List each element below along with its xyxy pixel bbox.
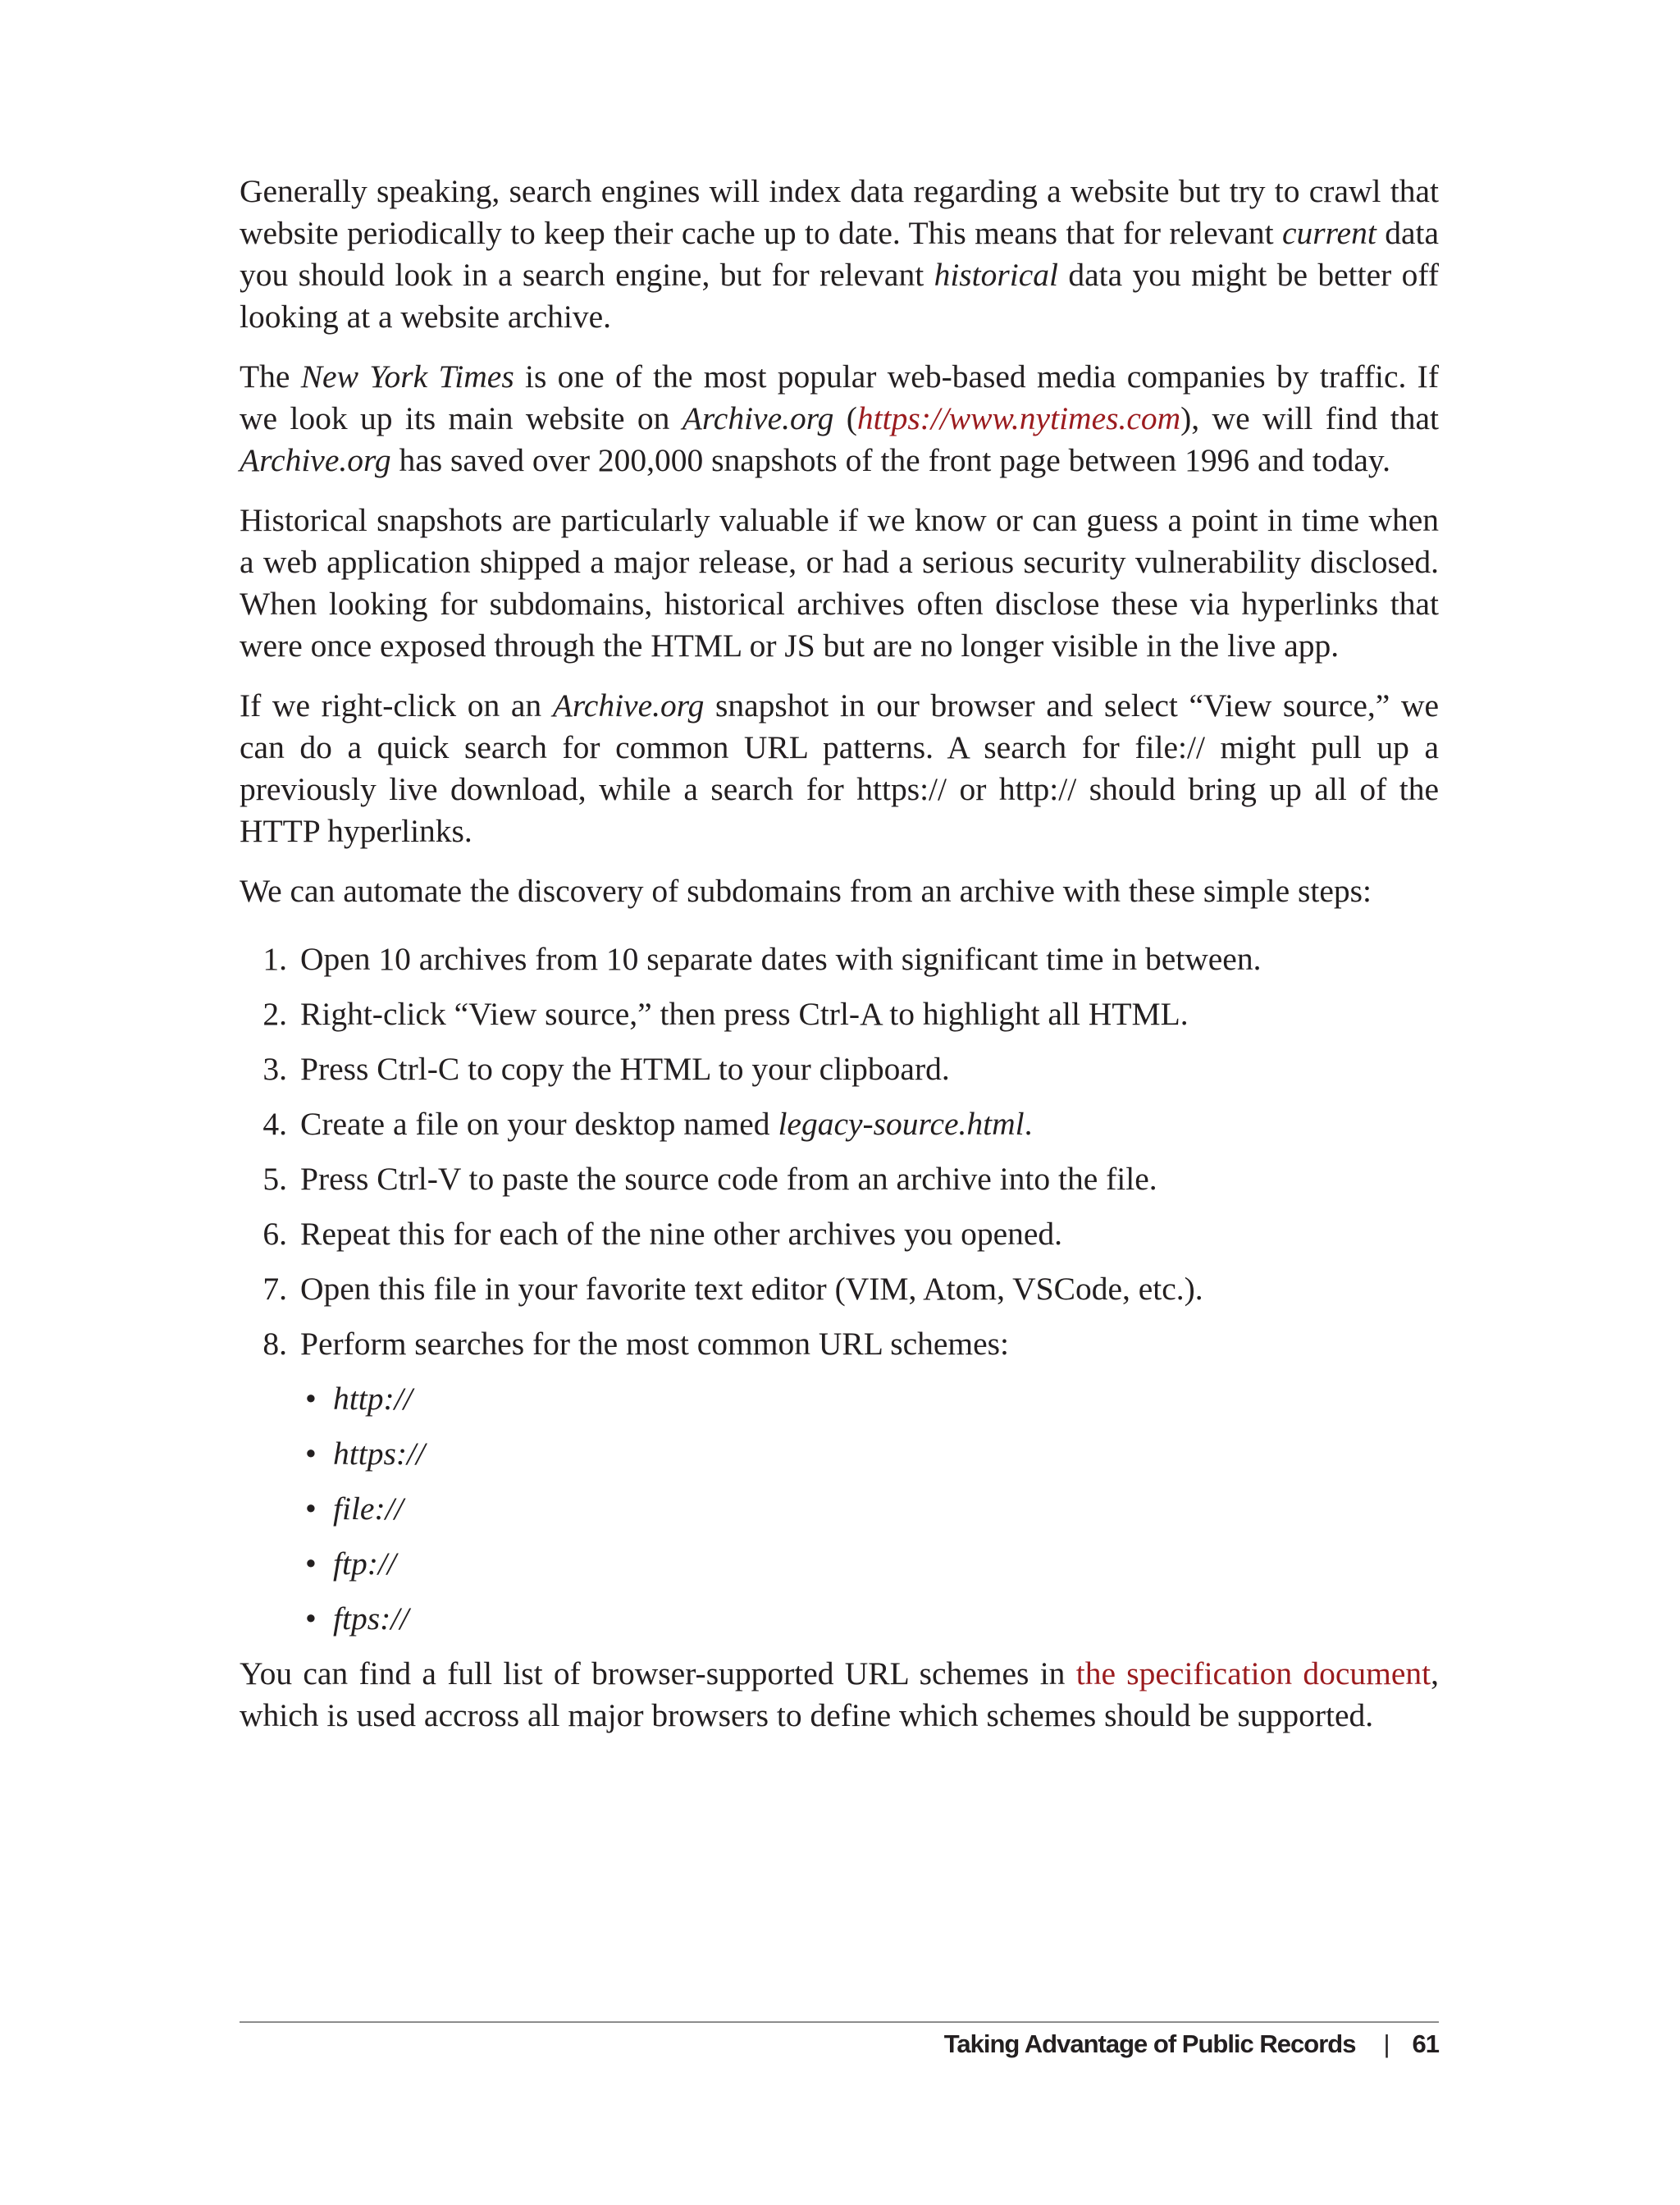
emphasis-filename: legacy-source.html	[778, 1106, 1025, 1142]
step-text: Press Ctrl-V to paste the source code from an archive into the file.	[300, 1161, 1157, 1197]
bullet-icon: •	[305, 1545, 317, 1582]
step-number: 2.	[262, 996, 287, 1032]
page-number: 61	[1412, 2029, 1439, 2058]
list-item	[240, 1048, 1439, 1090]
text: (	[833, 400, 857, 436]
scheme-list	[300, 1378, 1439, 1640]
paragraph-automate-intro: We can automate the discovery of subdomains from an archive with these simple steps:	[240, 873, 1372, 909]
scheme-item	[300, 1378, 1439, 1420]
step-number: 3.	[262, 1051, 287, 1087]
text: You can find a full list of browser-supported URL schemes in	[240, 1655, 1076, 1691]
text: ), we will find that	[1180, 400, 1439, 436]
scheme-text: ftps://	[333, 1600, 409, 1637]
step-number: 1.	[262, 941, 287, 977]
bullet-icon: •	[305, 1381, 317, 1417]
step-text: Create a file on your desktop named	[300, 1106, 778, 1142]
list-item	[240, 1103, 1439, 1145]
nytimes-link[interactable]: https://www.nytimes.com	[856, 400, 1181, 436]
running-chapter-title: Taking Advantage of Public Records	[943, 2029, 1356, 2058]
text: Generally speaking, search engines will index data regarding a website but try to crawl that website periodically to keep their cache up to date. This means that for relevant	[240, 173, 1439, 251]
scheme-text: https://	[333, 1436, 425, 1472]
steps-list	[240, 938, 1439, 1640]
list-item	[240, 1213, 1439, 1255]
step-text: Right-click “View source,” then press Ctrl-A to highlight all HTML.	[300, 996, 1189, 1032]
scheme-text: file://	[333, 1491, 404, 1527]
emphasis-archive-org-2: Archive.org	[240, 442, 391, 478]
scheme-item	[300, 1433, 1439, 1475]
text: snapshot in our browser and select “View source,” we can do a quick search for common URL patterns. A search for file:// might pull up a previously live download, while a search for https:// or http:// should bring up all of the HTTP hyperlinks.	[240, 687, 1440, 849]
emphasis-nyt: New York Times	[300, 358, 514, 395]
footer-divider	[240, 2021, 1439, 2023]
step-text: Open 10 archives from 10 separate dates with significant time in between.	[300, 941, 1262, 977]
emphasis-historical: historical	[934, 257, 1059, 293]
step-number: 4.	[262, 1106, 287, 1142]
page-footer	[944, 2029, 1439, 2059]
step-text: Open this file in your favorite text editor (VIM, Atom, VSCode, etc.).	[300, 1271, 1203, 1307]
scheme-text: ftp://	[333, 1545, 396, 1582]
list-item	[240, 1268, 1439, 1310]
list-item	[240, 938, 1439, 980]
emphasis-archive-org-3: Archive.org	[552, 687, 705, 724]
text: The	[240, 358, 301, 395]
step-text: Repeat this for each of the nine other archives you opened.	[300, 1216, 1063, 1252]
step-text-tail: .	[1024, 1106, 1033, 1142]
list-item	[240, 1323, 1439, 1640]
specification-link[interactable]: the specification document	[1075, 1655, 1431, 1691]
paragraph-specification	[240, 1653, 1439, 1737]
text: If we right-click on an	[240, 687, 553, 724]
bullet-icon: •	[305, 1600, 317, 1637]
text: , which is used accross all major browsers to define which schemes should be supported.	[240, 1655, 1439, 1733]
bullet-icon: •	[305, 1436, 317, 1472]
step-text: Press Ctrl-C to copy the HTML to your clipboard.	[300, 1051, 950, 1087]
text: has saved over 200,000 snapshots of the front page between 1996 and today.	[390, 442, 1390, 478]
page-body	[240, 171, 1439, 1755]
scheme-item	[300, 1598, 1439, 1640]
scheme-text: http://	[333, 1381, 413, 1417]
bullet-icon: •	[305, 1491, 317, 1527]
footer-separator: |	[1383, 2029, 1390, 2058]
text: is one of the most popular web-based media companies by traffic. If we look up its main website on	[240, 358, 1439, 436]
emphasis-current: current	[1282, 215, 1376, 251]
paragraph-nytimes	[240, 356, 1439, 482]
paragraph-historical-snapshots: Historical snapshots are particularly valuable if we know or can guess a point in time when a web application shipped a major release, or had a serious security vulnerability disclosed. When looking for subdomains, historical archives often disclose these via hyperlinks that were once exposed through the HTML or JS but are no longer visible in the live app.	[240, 502, 1439, 664]
scheme-item	[300, 1543, 1439, 1585]
paragraph-search-engines	[240, 171, 1439, 338]
text: data you might be better off looking at a website archive.	[240, 257, 1440, 335]
step-text: Perform searches for the most common URL schemes:	[300, 1326, 1010, 1362]
step-number: 8.	[262, 1326, 287, 1362]
emphasis-archive-org: Archive.org	[682, 400, 834, 436]
scheme-item	[300, 1488, 1439, 1530]
step-number: 6.	[262, 1216, 287, 1252]
paragraph-view-source	[240, 685, 1439, 852]
text: data you should look in a search engine, but for relevant	[240, 215, 1439, 293]
list-item	[240, 1158, 1439, 1200]
list-item	[240, 993, 1439, 1035]
step-number: 7.	[262, 1271, 287, 1307]
step-number: 5.	[262, 1161, 287, 1197]
